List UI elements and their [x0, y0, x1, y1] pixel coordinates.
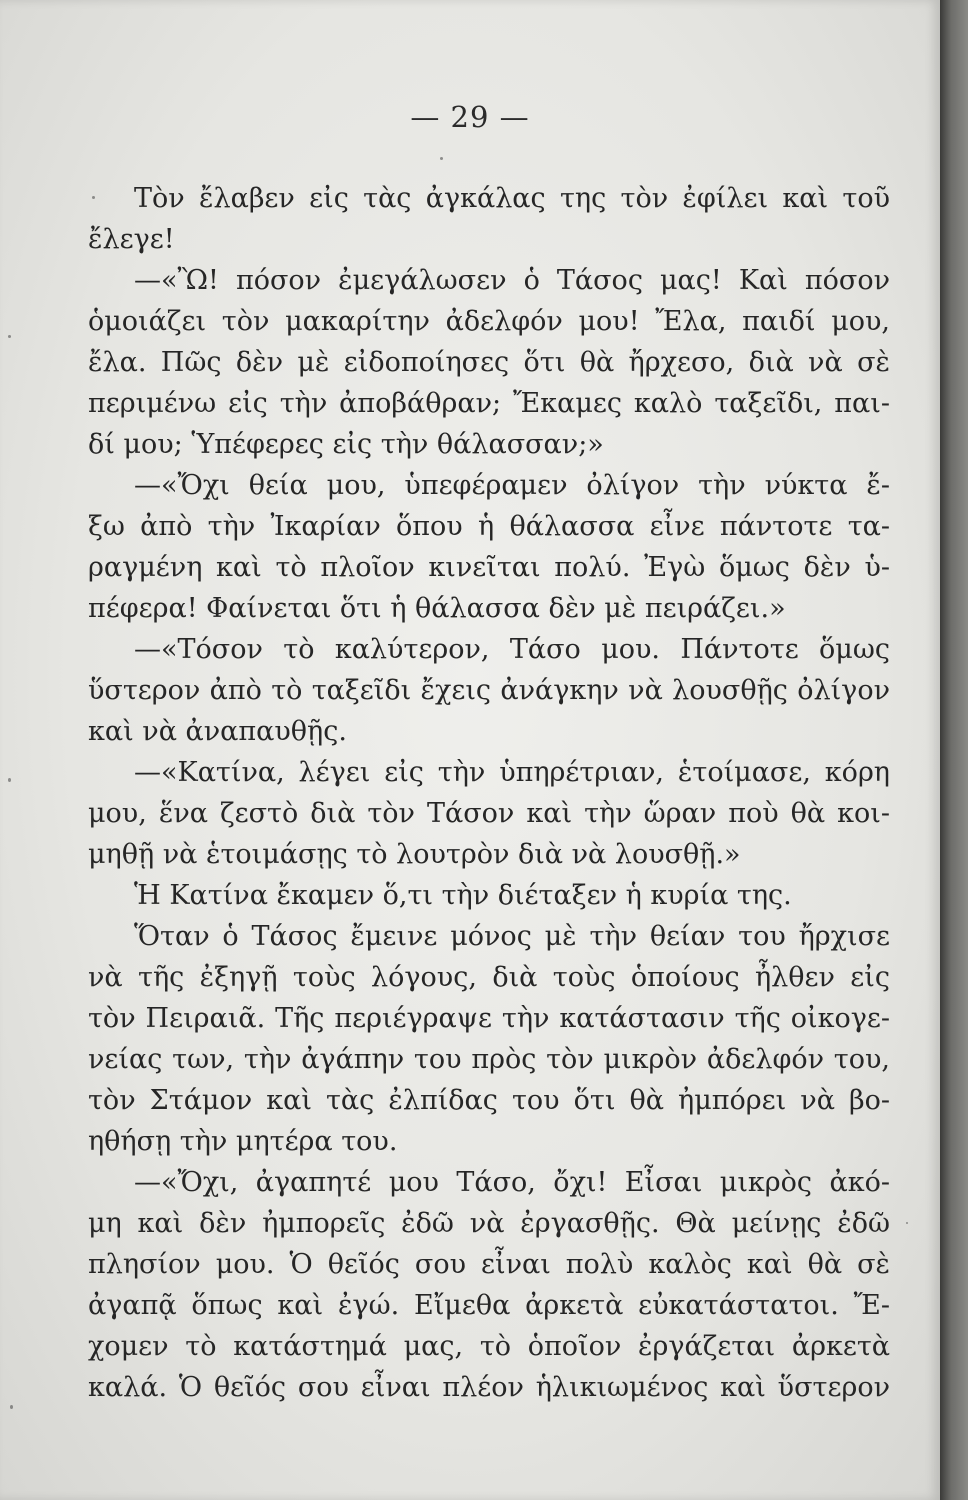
text-line: δί μου; Ὑπέφερες εἰς τὴν θάλασσαν;»	[88, 429, 604, 460]
text-line: νὰ τῆς ἐξηγῇ τοὺς λόγους, διὰ τοὺς ὁποίους ἦλθεν εἰς	[88, 962, 890, 993]
text-line: μη καὶ δὲν ἠμπορεῖς ἐδῶ νὰ ἐργασθῇς. Θὰ μείνῃς ἐδῶ	[88, 1208, 890, 1239]
text-line: πλησίον μου. Ὁ θεῖός σου εἶναι πολὺ καλὸς καὶ θὰ σὲ	[88, 1249, 890, 1280]
text-line: χομεν τὸ κατάστημά μας, τὸ ὁποῖον ἐργάζεται ἀρκετὰ	[88, 1331, 890, 1362]
text-line: μηθῇ νὰ ἑτοιμάσῃς τὸ λουτρὸν διὰ νὰ λουσθῇ.»	[88, 839, 741, 870]
text-line: πέφερα! Φαίνεται ὅτι ἡ θάλασσα δὲν μὲ πειράζει.»	[88, 593, 786, 624]
text-line: ἔλεγε!	[88, 224, 175, 255]
text-line: τὸν Στάμον καὶ τὰς ἐλπίδας του ὅτι θὰ ἠμπόρει νὰ βο-	[88, 1085, 890, 1116]
text-line: ξω ἀπὸ τὴν Ἰκαρίαν ὅπου ἡ θάλασσα εἶνε πάντοτε τα-	[88, 511, 890, 542]
body-text	[88, 178, 890, 1408]
text-line: καὶ νὰ ἀναπαυθῇς.	[88, 716, 347, 747]
text-line: τὸν Πειραιᾶ. Τῆς περιέγραψε τὴν κατάστασιν τῆς οἰκογε-	[88, 1003, 890, 1034]
page-edge-shadow	[940, 0, 968, 1500]
text-line: ηθήσῃ τὴν μητέρα του.	[88, 1126, 398, 1157]
text-line: περιμένω εἰς τὴν ἀποβάθραν; Ἔκαμες καλὸ ταξεῖδι, παι-	[88, 388, 890, 419]
page-number: — 29 —	[410, 100, 530, 134]
text-line: ὁμοιάζει τὸν μακαρίτην ἀδελφόν μου! Ἔλα, παιδί μου,	[88, 306, 890, 337]
text-line: νείας των, τὴν ἀγάπην του πρὸς τὸν μικρὸν ἀδελφόν του,	[88, 1044, 890, 1075]
text-line: Τὸν ἔλαβεν εἰς τὰς ἀγκάλας της τὸν ἐφίλει καὶ τοῦ	[134, 183, 890, 214]
text-line: ἔλα. Πῶς δὲν μὲ εἰδοποίησες ὅτι θὰ ἤρχεσο, διὰ νὰ σὲ	[88, 347, 890, 378]
text-line: —«Ὄχι, ἀγαπητέ μου Τάσο, ὄχι! Εἶσαι μικρὸς ἀκό-	[134, 1167, 890, 1198]
text-line: —«Ὄχι θεία μου, ὑπεφέραμεν ὀλίγον τὴν νύκτα ἔ-	[134, 470, 890, 501]
text-line: καλά. Ὁ θεῖός σου εἶναι πλέον ἡλικιωμένος καὶ ὕστερον	[88, 1372, 890, 1403]
text-line: ἀγαπᾷ ὅπως καὶ ἐγώ. Εἴμεθα ἀρκετὰ εὐκατάστατοι. Ἔ-	[88, 1290, 890, 1321]
text-line: μου, ἕνα ζεστὸ διὰ τὸν Τάσον καὶ τὴν ὥραν ποὺ θὰ κοι-	[88, 798, 890, 829]
text-line: ὕστερον ἀπὸ τὸ ταξεῖδι ἔχεις ἀνάγκην νὰ λουσθῇς ὀλίγον	[88, 675, 890, 706]
text-line: ραγμένη καὶ τὸ πλοῖον κινεῖται πολύ. Ἐγὼ ὅμως δὲν ὑ-	[88, 552, 890, 583]
text-line: —«Ὢ! πόσον ἐμεγάλωσεν ὁ Τάσος μας! Καὶ πόσον	[134, 265, 890, 296]
text-line: —«Κατίνα, λέγει εἰς τὴν ὑπηρέτριαν, ἑτοίμασε, κόρη	[134, 757, 890, 788]
text-line: —«Τόσον τὸ καλύτερον, Τάσο μου. Πάντοτε ὅμως	[134, 634, 890, 665]
text-line: Ἡ Κατίνα ἔκαμεν ὅ,τι τὴν διέταξεν ἡ κυρία της.	[134, 880, 792, 911]
text-line: Ὅταν ὁ Τάσος ἔμεινε μόνος μὲ τὴν θείαν του ἤρχισε	[134, 921, 890, 952]
